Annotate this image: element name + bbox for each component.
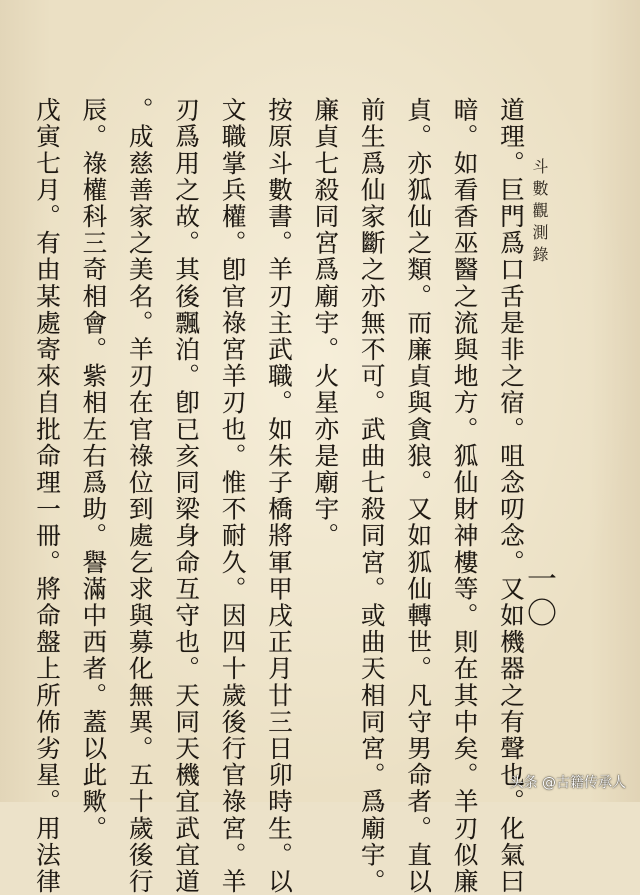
text-column: 按原斗數書。羊刃主武職。如朱子橋將軍甲戌正月廿三日卯時生。以 <box>264 97 294 895</box>
text-column: 道理。巨門爲口舌是非之宿。咀念叨念。又如機器之有聲也。化氣曰 <box>497 97 526 895</box>
text-column: 戊寅七月。有由某處寄來自批命理一冊。將命盤上所佈劣星。用法律 <box>32 97 62 895</box>
text-column: 貞。亦狐仙之類。而廉貞與貪狼。又如狐仙轉世。凡守男命者。直以 <box>404 97 434 895</box>
text-column: 辰。祿權科三奇相會。紫相左右爲助。譽滿中西者。蓋以此歟。 <box>79 97 109 842</box>
text-column: 廉貞七殺同宮爲廟宇。火星亦是廟宇。 <box>311 97 341 550</box>
text-column: 前生爲仙家斷之亦無不可。武曲七殺同宮。或曲天相同宮。爲廟宇。 <box>357 97 387 895</box>
watermark: 头条 @古籍传承人 <box>509 775 626 791</box>
page-number: 一〇 <box>521 563 556 631</box>
text-body <box>24 97 534 895</box>
text-column: 刃爲用之故。其後飄泊。卽已亥同梁身命互守也。天同天機宜武宜道 <box>172 97 202 895</box>
text-column: 暗。如看香巫醫之流與地方。狐仙財神樓等。則在其中矣。羊刃似廉 <box>450 97 480 895</box>
text-column: 。成慈善家之美名。羊刃在官祿位到處乞求與募化無異。五十歲後行 <box>125 97 155 895</box>
running-title: 斗數觀測錄 <box>530 158 549 268</box>
text-column: 文職掌兵權。卽官祿宮羊刃也。惟不耐久。因四十歲後行官祿宮。羊 <box>218 97 248 895</box>
